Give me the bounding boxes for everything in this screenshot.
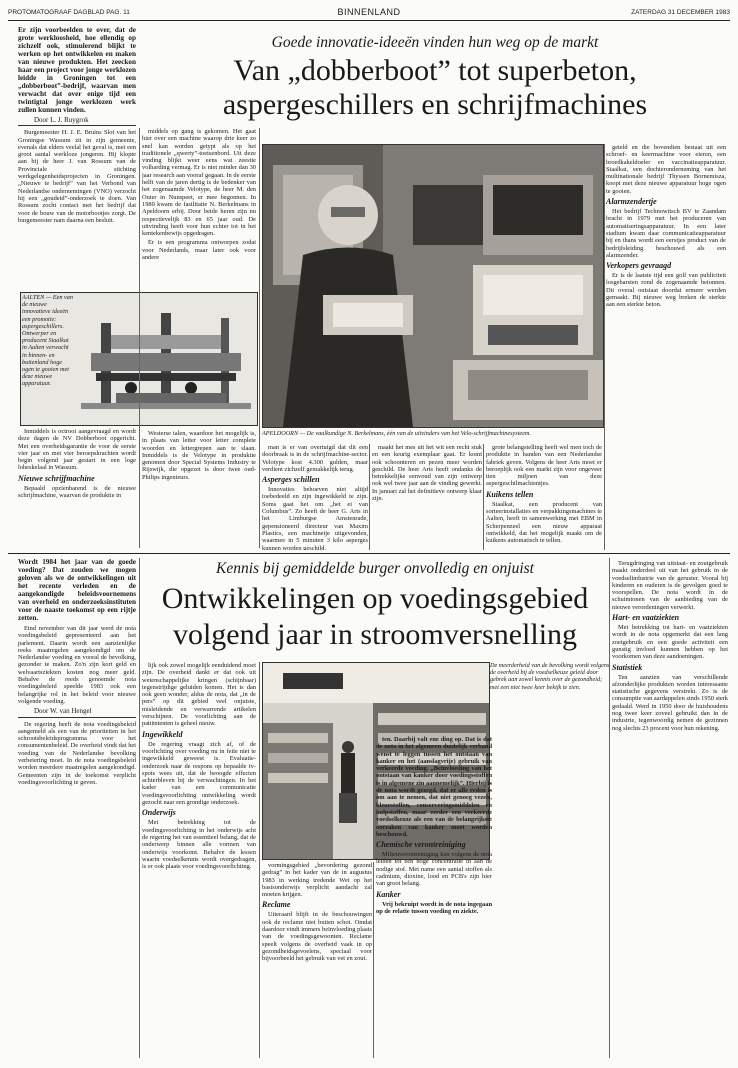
column-rule <box>604 144 605 550</box>
article2-headline-1: Ontwikkelingen op voedingsgebied <box>161 582 589 615</box>
column-rule <box>259 662 260 1058</box>
subhead-reclame: Reclame <box>262 900 291 910</box>
article2-col4-cont <box>496 736 608 1058</box>
subhead-asperges-schillen: Asperges schillen <box>262 475 320 485</box>
subhead-verkopers-gevraagd: Verkopers gevraagd <box>606 261 672 271</box>
article2-col3 <box>262 862 372 1058</box>
article1-col5a-text: grote belangstelling heeft wel men toch de produktie in handen van een Nederlandse fabriek geven. Volgens de heer Arts moet er beroeplijk ook een markt zijn voor ongeveer tien miljoen van deze aspergeschilmachientjes. <box>486 444 602 488</box>
article2-col4c-text: Vrij bekruipt wordt in de nota ingegaan op de relatie tussen voeding en ziekte. <box>376 900 492 915</box>
article1-intro: Er zijn voorbeelden te over, dat de grote werkloosheid, hoe ellendig op zichzelf ook, stimulerend blijkt te werken op het ontwikkelen en maken van nieuwe produkten. Het zeeckon haar een project voor jonge werklozen leidde in Groningen tot een „dobberboot”-bedrijf, waarvan men verwacht dat over enige tijd een twintigtal jonge werklozen werk zullen kunnen vinden. <box>18 26 136 114</box>
article1-col3a <box>142 430 256 550</box>
column-rule <box>259 128 260 548</box>
article1-col1-tail: Bepaald opzienbarend is de nieuwe schrijfmachine, waarvan de produktie in <box>18 484 136 500</box>
article1-col6a-text: geteld en die bovendien bestaat uit een schroef- en keermachine voor eieren, een broedkakeldoeler en vaccinatieapparatuur. Staalkat, een dochteronderneming van het multinationale bedrijf Thyssen Bornemisza, koopt met deze nieuwe apparatuur hoge ogen te gooien. <box>606 144 726 195</box>
article2-col2-text: lijk ook zowel mogelijk eenduidend moet zijn. De overheid dankt er dat ook uit wetenschappelijke kringen (schijnbaar) tegenstrijdige geluiden komen. Het is dan ook geen wonder, aldus de nota, dat „in de pers” op dit gebied veel onjuiste, misleidende en verwarrende artikelen verschijnen. De voorlichting aan de patiëntenten is geheel nieuw. <box>142 662 256 728</box>
article1-headline-1: Van „dobberboot” tot superbeton, <box>233 54 637 87</box>
aalten-caption: AALTEN — Een van de nieuwe innovatieve ideeën een promotie: aspergeschillers. Ontwerper en producent Staalkat in Aalten verwacht in binnen- en buitenland hoge ogen te gooien met deze nieuwe apparatuur. <box>22 294 74 422</box>
article2-headline-2: volgend jaar in stroomversnelling <box>172 618 578 651</box>
article2-intro: Wordt 1984 het jaar van de goede voeding? Dat zouden we mogen geloven als we de ontwikkelingen uit het recente verleden en de aangekondigde beleidsvoornemens van overheid en onderzoeksinstituten voor de naaste toekomst op een rijtje zetten. <box>18 558 136 622</box>
article1-col5b-text: Staalkat, een producent van sorteerinstallaties en verpakkingsmachines te Aalten, heeft in samenwerking met EBM in Scherpenzeel een nieuw apparaat ontwikkeld, dat het mogelijk maakt om de kuikens automatisch te tellen. <box>486 500 602 545</box>
article2-col1-text: Eind november van dit jaar werd de nota voedingsbeleid gepresenteerd aan het parlement. Daarin wordt een aanzienlijke reeks maatregelen aangekondigd om de Nederlandse voeding en vooral de bevolking, gezonder te maken. Zo'n zijn kort geld en welvaartsziekten kosten nog meer geld. Behalve de reeds genoemde nota voedingsbeleid speelde 1983 ook een belangrijke rol in het beleid voor nieuwe volgende voeding. <box>18 625 136 705</box>
column-rule <box>373 862 374 1058</box>
masthead-section: BINNENLAND <box>337 7 401 17</box>
article1-col3b-text: man is er van overtuigd dat dit een doorbraak is in de schrijfmachine-sector. Velotype kost 4.300 gulden, maar verdient zichzelf gemakkelijk terug. <box>262 444 368 473</box>
article2-col2c-text: Met betrekking tot de voedingsvoorlichting in het onderwijs acht de regering het van essentieel belang, dat de onderwerp binnen alle vormen van onderwijs voorkomt. Behalve de lessen waarin voedselkennis wordt overgedragen, is er ook plaats voor voedingsvoorlichting. <box>142 819 256 871</box>
article-separator <box>8 553 730 554</box>
article2-col5c-text: Ten aanzien van verschillende afzonderlijke produkten worden interessante statistische gegevens verstrekt. Zo is de consumptie van aardappelen sinds 1950 sterk gedaald. Werd in 1950 door de huishoudens nog twee keer zoveel gebruikt dan in de industrie, tegenwoordig nemen de gezinnen nog slechts 23 procent voor hun rekening. <box>612 673 728 732</box>
article2-col4 <box>376 736 492 1058</box>
masthead <box>8 6 730 21</box>
subhead-ingewikkeld: Ingewikkeld <box>142 729 183 739</box>
article2-col1-lower: De regering heeft de nota voedingsbeleid aangemeld als een van de prioriteiten in het schrootsbeleidsprogramma voor het consumentenbeleid. De overheid vindt dat het voeding van de Nederlandse bevolking verbetering moet. In de nota voedingsbeleid worden meerdere maatregelen aangekondigd. Gemeenten zijn in de toekomst verplicht voedingsvoorlichting te geven. <box>18 720 136 786</box>
article2-col4b-text: Milieuverontreiniging kan volgens de nota leiden tot een hoge concentratie in aan de nodige stof. Met name een aantal stoffen als cadmium, dioxine, lood en PCB's zijn hier van groot belang. <box>376 851 492 888</box>
article2-kicker: Kennis bij gemiddelde burger onvolledig en onjuist <box>216 560 534 577</box>
article1-col1-text: Burgemeester H. J. E. Bruins Slot van het Groningse Wassum zit in zijn gemeente, evenals dat elders veelal het geval is, met een groot aantal werkloze jongeren. Hij klopte aan bij de heer J. van Rossum van de Provinciale stichting werkgelegenheidsprojecten in Groningen. „Nieuwe te bedrijf” van het Verbond van Nederlandse ondernemingen (VNO) verzocht hij een „goudeid”-onderzoek te doen. Van Rossum zocht contact met het bedrijf dat voor de bouw van de motorbootjes zorgt. De burgemeester nam daarna een besluit. <box>18 129 136 224</box>
article1-byline: Door L. J. Ruygrok <box>18 117 136 126</box>
velotype-photo <box>262 144 604 428</box>
column-rule <box>609 558 610 1058</box>
article2-col5-text: Terugdringing van uitstaat- en zoutgebruik maakt onderdeel uit van het gebruik in de voedselindustrie van de geruster. Vooral bij kinderen en ouderen is de gevolgen goed te voorspellen. De nota wordt in de schuimtonen van de aanbieding van de nieuwe verordeningen verwerkt. <box>612 560 728 611</box>
article1-col3a-text: Westerse talen, waardoor het mogelijk is, in plaats van letter voor letter complete woorden en lettergrepen aan te slaan. Inmiddels is de Velotype in produktie genomen door Special Systems Industry te Rijswijk, die opgezet is door twee oud-Philips ingenieurs. <box>142 430 256 481</box>
subhead-nieuwe-schrijfmachine: Nieuwe schrijfmachine <box>18 473 95 483</box>
article1-col3 <box>262 444 368 550</box>
article1-col6b-text: Het bedrijf Technowitsch BV te Zaandam bracht in 1979 met het produceren van automatiseringsapparatuur. In een later stadium kwam daar communicatieapparatuur bij en thans wordt een eerstjes product van de bedrijfsleiding beschouwd als een alarmzender. <box>606 208 726 259</box>
subhead-hart-en-vaatziekten: Hart- en vaatziekten <box>612 613 680 623</box>
article2-col3-text: vormingsgebied „bevordering gezond gedrag” in het kader van de in augustus 1983 in werking tredende Wet op het basisonderwijs verplicht aandacht zal moeten krijgen. <box>262 862 372 899</box>
article2-col2 <box>142 662 256 1058</box>
velotype-caption: APELDOORN — De vaalkundige N. Berkelmans, één van de uitvinders van het Velo-schrijfmachinesysteem. <box>262 430 531 437</box>
subhead-alarmzendertje: Alarmzendertje <box>606 197 657 207</box>
article1-col4a-text: maakt het mes uit het wit een recht stuk en een keurig exemplaar gaat. Er komt ook schoonteren en pezen meer worden geschild. De heer Arts heeft ondanks de betrekkelijke eenvoud van zijn ontwerp ook wel twee jaar aan de vinding gewerkt. In januari zal het definitieve ontwerp klaar zijn. <box>372 444 482 503</box>
article1-col4 <box>372 444 482 550</box>
subhead-onderwijs: Onderwijs <box>142 808 176 818</box>
column-rule <box>139 558 140 1058</box>
article1-kicker: Goede innovatie-ideeën vinden hun weg op de markt <box>271 34 599 51</box>
subhead-kuikens-tellen: Kuikens tellen <box>486 489 534 499</box>
article1-col6 <box>606 144 726 550</box>
article2-col3b-text: Uiteraard blijft in de beschouwingen ook de reclame niet buiten schot. Omdat daardoor vindt immers beïnvloeding plaats van de voedingsgewoonten. Reclame speelt volgens de overheid vaak in op gezondheidsgevoelens, speciaal voor bijvoorbeeld het gebruik van vet en zout. <box>262 911 372 963</box>
masthead-left: PROTOMATOGRAAF DAGBLAD PAG. 11 <box>8 9 130 16</box>
article1-col3c-text: Innovaties behoeven niet altijd toebedeeld en zijn ingewikkeld te zijn. Soms gaat het om „het ei van Columbus”. Zo heeft de heer G. Arts in het Limburgse Amstenrade, gepensioneerd directeur van Maxim Plastics, een machinetje uitgevonden, waarmee in 5 minuten 3 kilo asperges kunnen worden geschild. <box>262 486 368 550</box>
article1-col1-lower-text: Inmiddels is octrooi aangevraagd en wordt deze dagen de NV Dobberboot opgericht. Met een overheidsgarantie de voor de eerste vier jaar en met vier beroepskrachten wordt begin volgend jaar gestart in een loge loheskelaal in Wassum. <box>18 428 136 472</box>
article2-col1 <box>18 558 136 1058</box>
column-rule <box>139 128 140 548</box>
article1-col2-lower: Er is een programma ontworpen zodat voor Nederlands, maar later ook voor andere <box>142 239 256 262</box>
article2-col5 <box>612 560 728 1058</box>
article1-col5 <box>486 444 602 550</box>
article1-headline-2: aspergeschillers en schrijfmachines <box>222 88 648 121</box>
article2-col2b-text: De regering vraagt zich af, of de voorlichting over voeding nu in feite niet te ingewikkeld geweest is. Evaluatie-onderzoek naar de respons op bepaalde tv-spots wees uit, dat de beoogde effecten achterbleven bij de verwachtingen. In het kader van een communicatie voedingsvoorlichting ontwikkeling wordt gezocht naar een grondige onderzoek. <box>142 740 256 807</box>
article1-col1-lower <box>18 428 136 550</box>
article2-byline: Door W. van Hengel <box>18 708 136 717</box>
column-rule <box>483 444 484 550</box>
article2-col4-text: ten. Daarbij valt ene ding op. Dat is dat de nota in het algemeen duidelijk verband wenst te leggen tussen het ontstaan van kanker en het (aanslagvrije) gebruik van verkeerde voeding. „Beïnvloeding van het ontstaan van kanker door voedingsstoffen is in algemene zin aannemelijk”. Hierbij is de nota wordt gezegd, dat er alle reden is om aan te nemen, dat niet genoeg vezels, kleurstoffen, conserveringsmiddelen en hulpstoffen, maar eerder een verkeerde voedselkeuze als een van de belangrijkste oorzaken van kanker moet worden beschouwd. <box>376 736 492 838</box>
article1-col6c-text: Er is de laatste tijd een golf van publiciteit losgebarsten rond de zogenaamde betonnen. Dit overal outstaat doordat ermeer werden gemaakt. Bij nieuwe weg breken de sterkte aan een sterkte beton. <box>606 272 726 309</box>
subhead-kanker: Kanker <box>376 889 401 899</box>
man-with-typewriter-image <box>263 145 603 427</box>
masthead-date: ZATERDAG 31 DECEMBER 1983 <box>631 9 730 16</box>
article1-col2-text: middels op gang is gekomen. Het gaat hier over een machine waarop drie keer zo snel kan worden getypt als op het traditionele „qwerty”-toetsenbord. Uit deze vinding blijkt weer eens wat zeestie volharding vermag. Er is niet minder dan 30 jaar research aan vooraf gegaan. In de eerste helft van de jaren dertig is de bedenker van het zogenaamde Velotype, de heer M. den Outer in Nunspeet, er mee begonnen. In 1980 kwam de fasilitatie N. Berkelmans in Apeldoorn erbij. Door beide heren zijn nu respectievelijk 83 en 65 jaar oud. De uitvinding heeft voor hun echter tot in het kentekenbewijs opgedragen. <box>142 128 256 238</box>
article2-col5b-text: Met betrekking tot hart- en vaatziekten wordt in de nota opgemerkt dat een lang zoetgebruik en een goede activiteit een gunstig invloed kunnen hebben op het voorkomen van deze aandoeningen. <box>612 624 728 661</box>
subhead-statistiek: Statistiek <box>612 662 643 672</box>
supermarket-caption: De meerderheid van de bevolking wordt volgens de overheid bij de voedselkeuze geleid door gebrek aan zowel kennis over de gezondheid; met een niet twee keer bekijk te zien. <box>490 662 610 691</box>
column-rule <box>369 444 370 550</box>
subhead-chemische-verontreiniging: Chemische verontreiniging <box>376 840 466 850</box>
